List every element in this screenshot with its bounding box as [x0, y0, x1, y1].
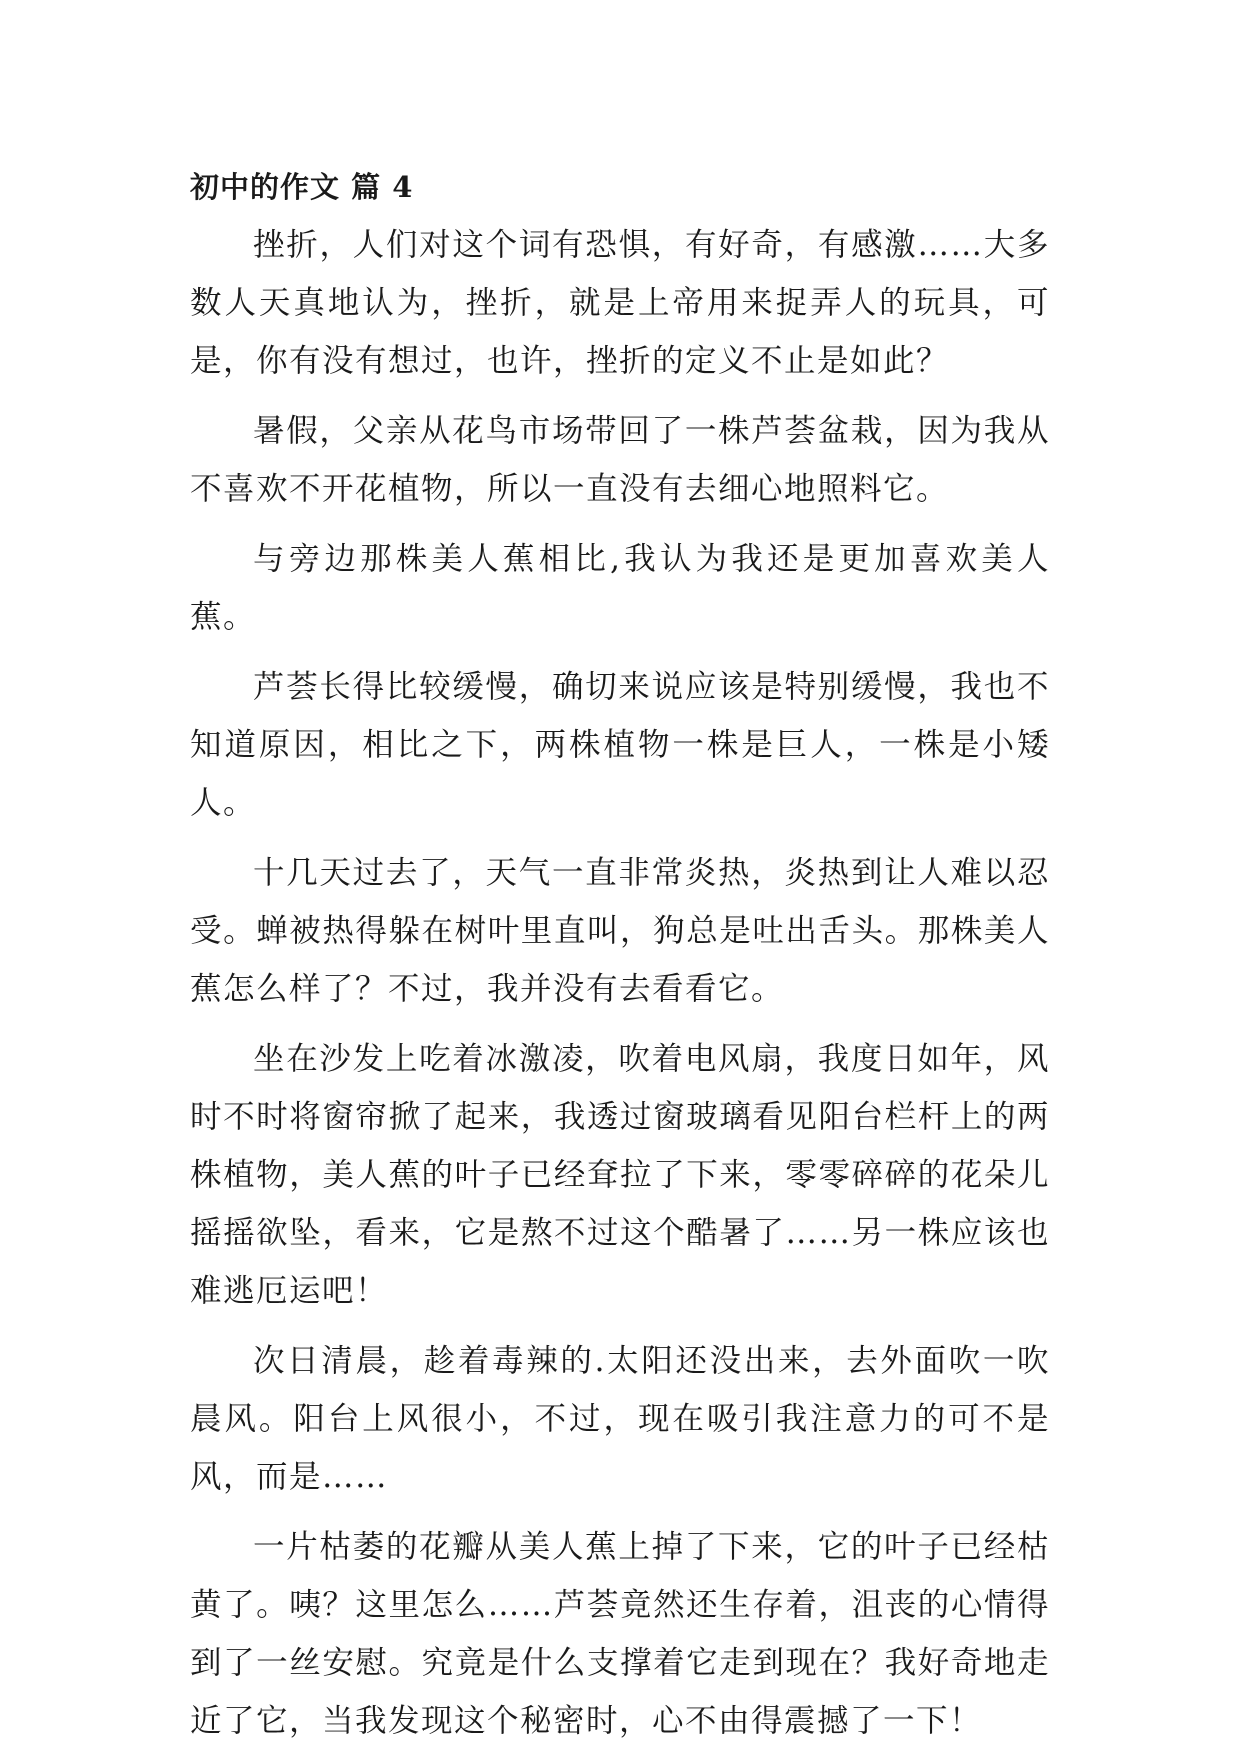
- paragraph-1: 挫折，人们对这个词有恐惧，有好奇，有感激……大多数人天真地认为，挫折，就是上帝用来捉弄人的玩具，可是，你有没有想过，也许，挫折的定义不止是如此？: [190, 227, 1050, 379]
- paragraph-6: 坐在沙发上吃着冰激凌，吹着电风扇，我度日如年，风时不时将窗帘掀了起来，我透过窗玻璃看见阳台栏杆上的两株植物，美人蕉的叶子已经耷拉了下来，零零碎碎的花朵儿摇摇欲坠，看来，它是熬不过这个酷暑了……另一株应该也难逃厄运吧！: [190, 1041, 1050, 1309]
- paragraph-2: 暑假，父亲从花鸟市场带回了一株芦荟盆栽，因为我从不喜欢不开花植物，所以一直没有去细心地照料它。: [190, 413, 1050, 507]
- paragraph-4: 芦荟长得比较缓慢，确切来说应该是特别缓慢，我也不知道原因，相比之下，两株植物一株是巨人，一株是小矮人。: [190, 669, 1050, 821]
- paragraph-8: 一片枯萎的花瓣从美人蕉上掉了下来，它的叶子已经枯黄了。咦？这里怎么……芦荟竟然还生存着，沮丧的心情得到了一丝安慰。究竟是什么支撑着它走到现在？我好奇地走近了它，当我发现这个秘密时，心不由得震撼了一下！: [190, 1529, 1050, 1739]
- paragraph-3: 与旁边那株美人蕉相比,我认为我还是更加喜欢美人蕉。: [190, 541, 1050, 635]
- essay-title: 初中的作文 篇 4: [190, 170, 414, 204]
- paragraph-5: 十几天过去了，天气一直非常炎热，炎热到让人难以忍受。蝉被热得躲在树叶里直叫，狗总是吐出舌头。那株美人蕉怎么样了？不过，我并没有去看看它。: [190, 855, 1050, 1007]
- document-page: [190, 158, 1050, 1762]
- paragraph-7: 次日清晨，趁着毒辣的.太阳还没出来，去外面吹一吹晨风。阳台上风很小，不过，现在吸引我注意力的可不是风，而是……: [190, 1343, 1050, 1495]
